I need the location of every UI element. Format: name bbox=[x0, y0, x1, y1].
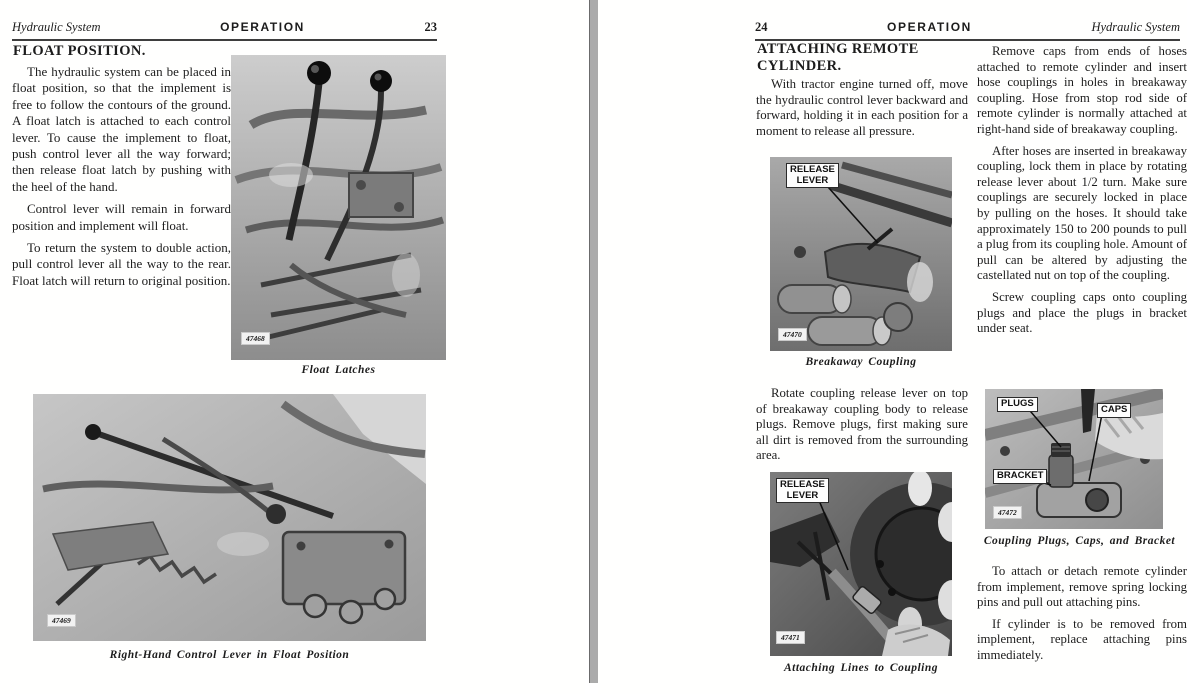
page-number: 23 bbox=[424, 20, 437, 34]
paragraph: To return the system to double action, pull control lever all the way to the rear. Float latch will return to original position. bbox=[12, 240, 231, 288]
heading-line: CYLINDER. bbox=[757, 57, 842, 74]
section-header: OPERATION bbox=[887, 20, 972, 34]
caps-label: CAPS bbox=[1097, 403, 1131, 418]
photo-attaching-lines bbox=[770, 472, 952, 656]
paragraph: With tractor engine turned off, move the hydraulic control lever backward and forward, holding it in each position for a moment to release all pressure. bbox=[756, 77, 968, 138]
paragraph: Rotate coupling release lever on top of breakaway coupling body to release plugs. Remove plugs, first making sure all dirt is removed from the surrounding area. bbox=[756, 386, 968, 463]
caption-attaching-lines: Attaching Lines to Coupling bbox=[783, 662, 939, 674]
page-23-header bbox=[12, 20, 437, 41]
rotate-paragraph-block bbox=[756, 386, 968, 470]
page-number: 24 bbox=[755, 20, 768, 34]
photo-id-tag: 47472 bbox=[993, 506, 1022, 519]
page-24 bbox=[598, 0, 1187, 694]
label-line: LEVER bbox=[786, 489, 819, 501]
caption-coupling-plugs: Coupling Plugs, Caps, and Bracket bbox=[983, 535, 1176, 547]
photo-breakaway-coupling bbox=[770, 157, 952, 351]
page-24-header bbox=[755, 20, 1180, 41]
label-line: RELEASE bbox=[780, 479, 825, 490]
heading-attaching-remote-cylinder bbox=[757, 41, 919, 74]
paragraph: The hydraulic system can be placed in float position, so that the implement is free to follow the contours of the ground. A float latch is attached to each control lever. To cause the implement to float, push control lever all the way forward; then release float latch by pushing with the heel of the hand. bbox=[12, 64, 231, 194]
paragraph: To attach or detach remote cylinder from implement, remove spring locking pins and pull out attaching pins. bbox=[977, 564, 1187, 610]
section-header: OPERATION bbox=[220, 20, 305, 34]
bracket-label: BRACKET bbox=[993, 469, 1047, 484]
photo-id-tag: 47468 bbox=[241, 332, 270, 345]
page-23 bbox=[0, 0, 585, 694]
release-lever-label bbox=[786, 163, 839, 188]
release-lever-label bbox=[776, 478, 829, 503]
photo-control-lever bbox=[33, 394, 426, 641]
running-title-left: Hydraulic System bbox=[12, 20, 101, 34]
photo-id-tag: 47469 bbox=[47, 614, 76, 627]
paragraph: If cylinder is to be removed from implement, replace attaching pins immediately. bbox=[977, 616, 1187, 662]
control-lever-illustration bbox=[33, 394, 426, 641]
intro-paragraph-block bbox=[756, 77, 968, 145]
right-column-text bbox=[977, 44, 1187, 343]
paragraph: Control lever will remain in forward position and implement will float. bbox=[12, 201, 231, 233]
caption-control-lever: Right-Hand Control Lever in Float Position bbox=[109, 649, 350, 661]
paragraph: Screw coupling caps onto coupling plugs and place the plugs in bracket under seat. bbox=[977, 289, 1187, 336]
heading-line: ATTACHING REMOTE bbox=[757, 41, 919, 57]
photo-float-latches bbox=[231, 55, 446, 360]
photo-id-tag: 47470 bbox=[778, 328, 807, 341]
label-line: RELEASE bbox=[790, 164, 835, 175]
photo-coupling-plugs bbox=[985, 389, 1163, 529]
label-line: LEVER bbox=[796, 174, 829, 186]
paragraph: Remove caps from ends of hoses attached to remote cylinder and insert hose couplings in holes in breakaway coupling. Hose from stop rod side of remote cylinder is normally attached at right-hand side of breakaway coupling. bbox=[977, 44, 1187, 136]
left-column-text bbox=[12, 64, 231, 295]
heading-float-position: FLOAT POSITION. bbox=[13, 43, 146, 59]
closing-paragraphs bbox=[977, 564, 1187, 670]
paragraph: After hoses are inserted in breakaway coupling, lock them in place by rotating release lever about 1/2 turn. Make sure couplings are securely locked in place by pulling on the hoses. It should take approximately 150 to 200 pounds to pull a plug from its coupling hole. Amount of pull can be altered by adjusting the castellated nut on top of the coupling. bbox=[977, 143, 1187, 283]
running-title-right: Hydraulic System bbox=[1091, 20, 1180, 34]
float-latches-illustration bbox=[231, 55, 446, 360]
photo-id-tag: 47471 bbox=[776, 631, 805, 644]
caption-breakaway-coupling: Breakaway Coupling bbox=[805, 356, 917, 368]
caption-float-latches: Float Latches bbox=[301, 364, 376, 376]
plugs-label: PLUGS bbox=[997, 397, 1038, 412]
